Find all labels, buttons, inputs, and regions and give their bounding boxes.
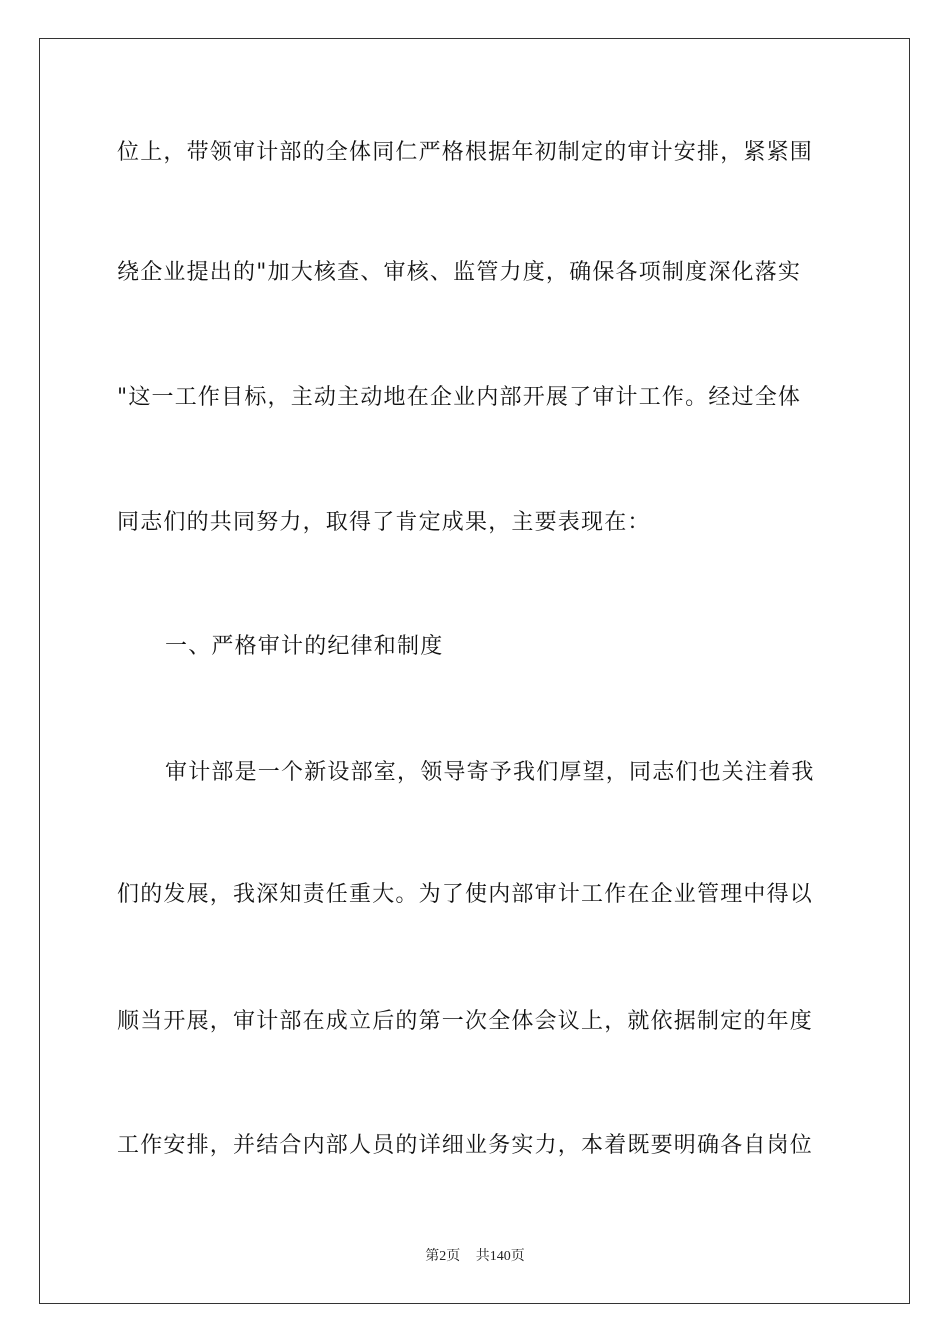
page-frame [39, 38, 910, 1304]
page-total: 共140页 [475, 1249, 525, 1264]
section-heading: 一、严格审计的纪律和制度 [165, 634, 444, 659]
body-text-line: 顺当开展，审计部在成立后的第一次全体会议上，就依据制定的年度 [117, 1009, 814, 1034]
body-text-line: 绕企业提出的"加大核查、审核、监管力度，确保各项制度深化落实 [117, 260, 802, 285]
body-text-line: "这一工作目标，主动主动地在企业内部开展了审计工作。经过全体 [117, 385, 802, 410]
page-footer [0, 1248, 950, 1266]
body-text-line: 工作安排，并结合内部人员的详细业务实力，本着既要明确各自岗位 [117, 1133, 814, 1158]
body-text-line: 审计部是一个新设部室，领导寄予我们厚望，同志们也关注着我 [165, 760, 815, 785]
body-text-line: 们的发展，我深知责任重大。为了使内部审计工作在企业管理中得以 [117, 882, 814, 907]
body-text-line: 位上，带领审计部的全体同仁严格根据年初制定的审计安排，紧紧围 [117, 140, 814, 165]
body-text-line: 同志们的共同努力，取得了肯定成果，主要表现在： [117, 510, 651, 535]
page-number: 第2页 [425, 1249, 461, 1264]
